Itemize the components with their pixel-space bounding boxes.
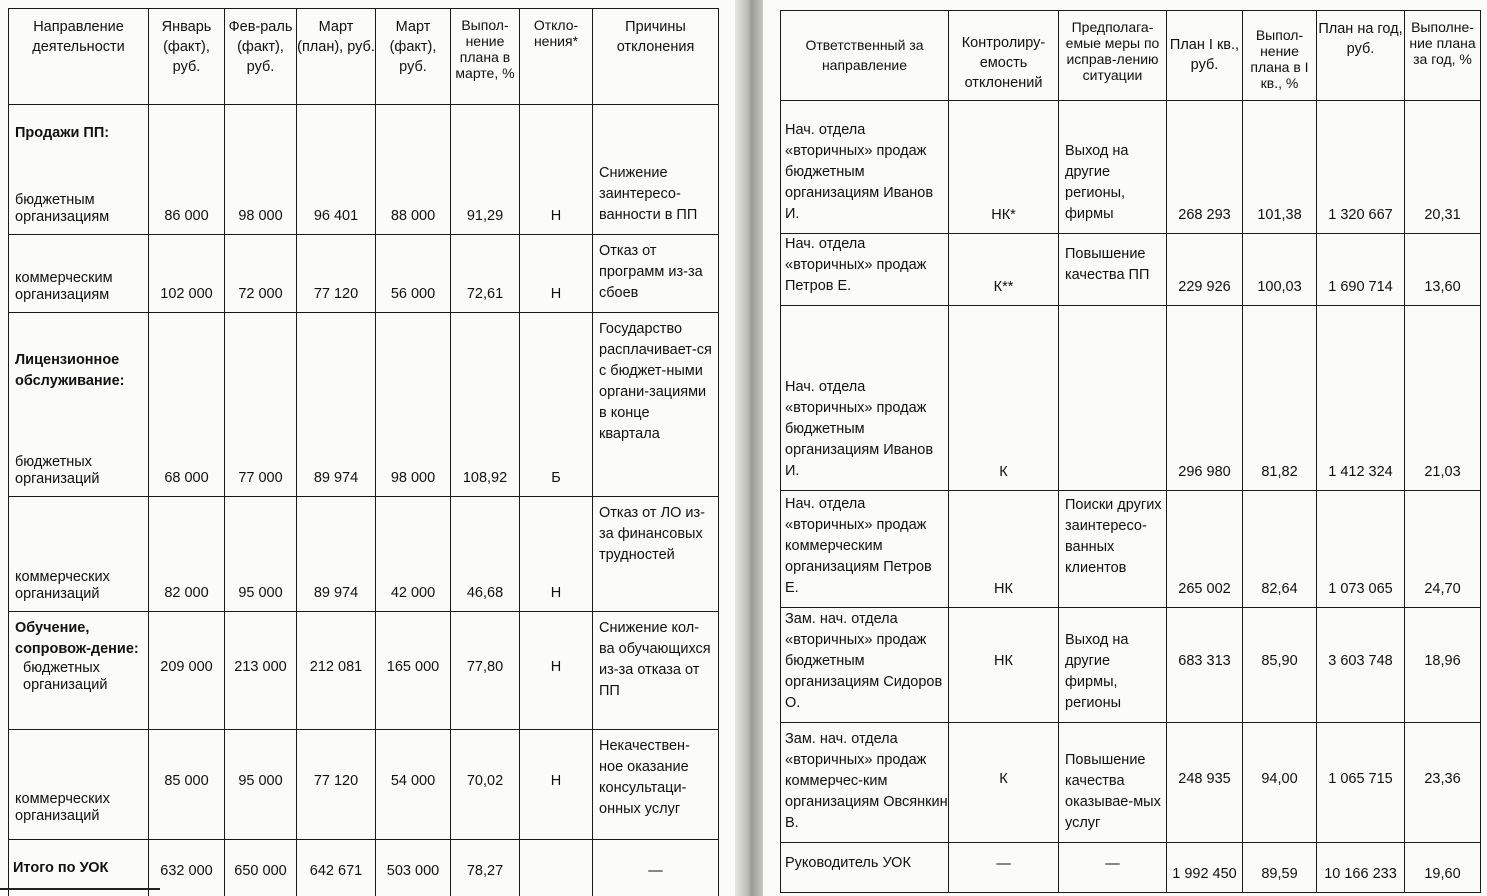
cell-feb: 95 000	[225, 497, 297, 612]
cell-pct-year: 24,70	[1405, 491, 1481, 608]
header-reason: Причины отклонения	[593, 9, 719, 105]
left-header-row	[9, 9, 719, 105]
header-pct: Выпол-нение плана в марте, %	[451, 9, 520, 105]
cell-measures: Повышение качества ПП	[1059, 234, 1167, 306]
cell-pct: 72,61	[451, 235, 520, 313]
header-mar-plan: Март (план), руб.	[297, 9, 376, 105]
cell-deviation: Н	[520, 105, 593, 235]
cell-plan-year: 10 166 233	[1317, 843, 1405, 893]
cell-jan: 85 000	[149, 730, 225, 840]
direction-cell: коммерческим организациям	[9, 235, 149, 313]
cell-reason: Отказ от ЛО из-за финансовых трудностей	[593, 497, 719, 612]
cell-measures: Выход на другие фирмы, регионы	[1059, 608, 1167, 723]
cell-mar-plan: 89 974	[297, 313, 376, 497]
category-label: Продажи ПП:	[15, 125, 110, 141]
cell-feb: 98 000	[225, 105, 297, 235]
table-row	[9, 313, 719, 497]
cell-feb: 72 000	[225, 235, 297, 313]
cell-pct-year: 19,60	[1405, 843, 1481, 893]
cell-mar-plan: 77 120	[297, 235, 376, 313]
header-plan-year: План на год, руб.	[1317, 11, 1405, 101]
cell-controllability: —	[949, 843, 1059, 893]
cell-responsible: Зам. нач. отдела «вторичных» продаж бюджетным организациям Сидоров О.	[781, 608, 949, 723]
cell-mar-fact: 56 000	[376, 235, 451, 313]
cell-controllability: НК*	[949, 101, 1059, 234]
cell-controllability: К	[949, 306, 1059, 491]
cell-pct: 77,80	[451, 612, 520, 730]
table-row	[9, 730, 719, 840]
cell-jan: 68 000	[149, 313, 225, 497]
cell-plan-q1: 268 293	[1167, 101, 1243, 234]
table-row	[9, 612, 719, 730]
cell-measures	[1059, 306, 1167, 491]
book-gutter	[735, 0, 763, 896]
cell-plan-year: 1 320 667	[1317, 101, 1405, 234]
direction-cell: Лицензионное обслуживание: бюджетных организаций	[9, 313, 149, 497]
cell-pct: 108,92	[451, 313, 520, 497]
cell-controllability: НК	[949, 491, 1059, 608]
cell-pct-q1: 89,59	[1243, 843, 1317, 893]
cell-plan-q1: 248 935	[1167, 723, 1243, 843]
cell-pct-q1: 81,82	[1243, 306, 1317, 491]
cell-feb: 650 000	[225, 840, 297, 896]
cell-pct-q1: 82,64	[1243, 491, 1317, 608]
cell-reason: —	[593, 840, 719, 896]
footnote-divider	[0, 888, 160, 890]
cell-mar-fact: 42 000	[376, 497, 451, 612]
header-deviation: Откло-нения*	[520, 9, 593, 105]
cell-deviation: Б	[520, 313, 593, 497]
right-page	[763, 0, 1487, 896]
category-label: Обучение, сопровож-дение:	[15, 620, 139, 657]
table-row	[9, 235, 719, 313]
cell-pct: 70,02	[451, 730, 520, 840]
cell-responsible: Нач. отдела «вторичных» продаж бюджетным организациям Иванов И.	[781, 101, 949, 234]
cell-jan: 82 000	[149, 497, 225, 612]
header-responsible: Ответственный за направление	[781, 11, 949, 101]
direction-cell: Продажи ПП: бюджетным организациям	[9, 105, 149, 235]
table-row	[781, 608, 1481, 723]
header-jan: Январь (факт), руб.	[149, 9, 225, 105]
cell-plan-q1: 265 002	[1167, 491, 1243, 608]
cell-mar-plan: 642 671	[297, 840, 376, 896]
cell-measures: Поиски других заинтересо-ванных клиентов	[1059, 491, 1167, 608]
cell-pct: 91,29	[451, 105, 520, 235]
table-row	[9, 497, 719, 612]
header-plan-q1: План I кв., руб.	[1167, 11, 1243, 101]
header-measures: Предполага-емые меры по исправ-лению ситуации	[1059, 11, 1167, 101]
cell-mar-fact: 503 000	[376, 840, 451, 896]
cell-controllability: НК	[949, 608, 1059, 723]
table-row	[781, 101, 1481, 234]
cell-pct-q1: 101,38	[1243, 101, 1317, 234]
cell-mar-plan: 96 401	[297, 105, 376, 235]
left-table	[8, 8, 719, 896]
cell-plan-q1: 683 313	[1167, 608, 1243, 723]
header-pct-q1: Выпол-нение плана в I кв., %	[1243, 11, 1317, 101]
cell-pct-year: 21,03	[1405, 306, 1481, 491]
cell-responsible: Нач. отдела «вторичных» продаж Петров Е.	[781, 234, 949, 306]
cell-mar-fact: 88 000	[376, 105, 451, 235]
cell-pct-q1: 85,90	[1243, 608, 1317, 723]
cell-mar-plan: 77 120	[297, 730, 376, 840]
cell-plan-q1: 1 992 450	[1167, 843, 1243, 893]
cell-plan-year: 1 065 715	[1317, 723, 1405, 843]
header-controllability: Контролиру-емость отклонений	[949, 11, 1059, 101]
header-direction: Направление деятельности	[9, 9, 149, 105]
cell-reason: Снижение кол-ва обучающихся из-за отказа от ПП	[593, 612, 719, 730]
cell-pct: 46,68	[451, 497, 520, 612]
cell-measures: Выход на другие регионы, фирмы	[1059, 101, 1167, 234]
cell-reason: Отказ от программ из-за сбоев	[593, 235, 719, 313]
total-row	[781, 843, 1481, 893]
cell-pct-year: 13,60	[1405, 234, 1481, 306]
category-label: Лицензионное обслуживание:	[15, 352, 125, 389]
table-row	[781, 234, 1481, 306]
cell-deviation: Н	[520, 612, 593, 730]
cell-responsible: Нач. отдела «вторичных» продаж бюджетным организациям Иванов И.	[781, 306, 949, 491]
table-row	[781, 723, 1481, 843]
cell-reason: Государство расплачивает-ся с бюджет-ными органи-зациями в конце квартала	[593, 313, 719, 497]
cell-measures: Повышение качества оказывае-мых услуг	[1059, 723, 1167, 843]
left-page	[0, 0, 735, 896]
cell-plan-year: 1 690 714	[1317, 234, 1405, 306]
cell-mar-fact: 98 000	[376, 313, 451, 497]
cell-plan-q1: 229 926	[1167, 234, 1243, 306]
direction-cell: коммерческих организаций	[9, 730, 149, 840]
total-label: Итого по УОК	[9, 840, 149, 896]
header-mar-fact: Март (факт), руб.	[376, 9, 451, 105]
header-feb: Фев-раль (факт), руб.	[225, 9, 297, 105]
cell-deviation: Н	[520, 497, 593, 612]
cell-reason: Некачествен-ное оказание консультаци-онных услуг	[593, 730, 719, 840]
cell-jan: 632 000	[149, 840, 225, 896]
cell-deviation	[520, 840, 593, 896]
direction-cell: коммерческих организаций	[9, 497, 149, 612]
cell-controllability: К	[949, 723, 1059, 843]
direction-cell: Обучение, сопровож-дение: бюджетных организаций	[9, 612, 149, 730]
cell-deviation: Н	[520, 235, 593, 313]
cell-jan: 102 000	[149, 235, 225, 313]
cell-jan: 86 000	[149, 105, 225, 235]
cell-deviation: Н	[520, 730, 593, 840]
cell-jan: 209 000	[149, 612, 225, 730]
cell-pct: 78,27	[451, 840, 520, 896]
cell-responsible: Нач. отдела «вторичных» продаж коммерческим организациям Петров Е.	[781, 491, 949, 608]
cell-controllability: К**	[949, 234, 1059, 306]
header-pct-year: Выполне-ние плана за год, %	[1405, 11, 1481, 101]
cell-feb: 213 000	[225, 612, 297, 730]
right-table	[780, 10, 1481, 893]
cell-plan-year: 1 412 324	[1317, 306, 1405, 491]
cell-pct-year: 18,96	[1405, 608, 1481, 723]
cell-plan-year: 1 073 065	[1317, 491, 1405, 608]
right-header-row	[781, 11, 1481, 101]
table-row	[9, 105, 719, 235]
cell-pct-q1: 100,03	[1243, 234, 1317, 306]
cell-mar-fact: 165 000	[376, 612, 451, 730]
cell-responsible: Руководитель УОК	[781, 843, 949, 893]
cell-pct-q1: 94,00	[1243, 723, 1317, 843]
cell-mar-fact: 54 000	[376, 730, 451, 840]
cell-plan-q1: 296 980	[1167, 306, 1243, 491]
cell-mar-plan: 89 974	[297, 497, 376, 612]
table-row	[781, 491, 1481, 608]
cell-mar-plan: 212 081	[297, 612, 376, 730]
cell-responsible: Зам. нач. отдела «вторичных» продаж коммерчес-ким организациям Овсянкин В.	[781, 723, 949, 843]
cell-pct-year: 20,31	[1405, 101, 1481, 234]
table-row	[781, 306, 1481, 491]
cell-pct-year: 23,36	[1405, 723, 1481, 843]
cell-feb: 95 000	[225, 730, 297, 840]
cell-measures: —	[1059, 843, 1167, 893]
cell-reason: Снижение заинтересо-ванности в ПП	[593, 105, 719, 235]
cell-plan-year: 3 603 748	[1317, 608, 1405, 723]
cell-feb: 77 000	[225, 313, 297, 497]
